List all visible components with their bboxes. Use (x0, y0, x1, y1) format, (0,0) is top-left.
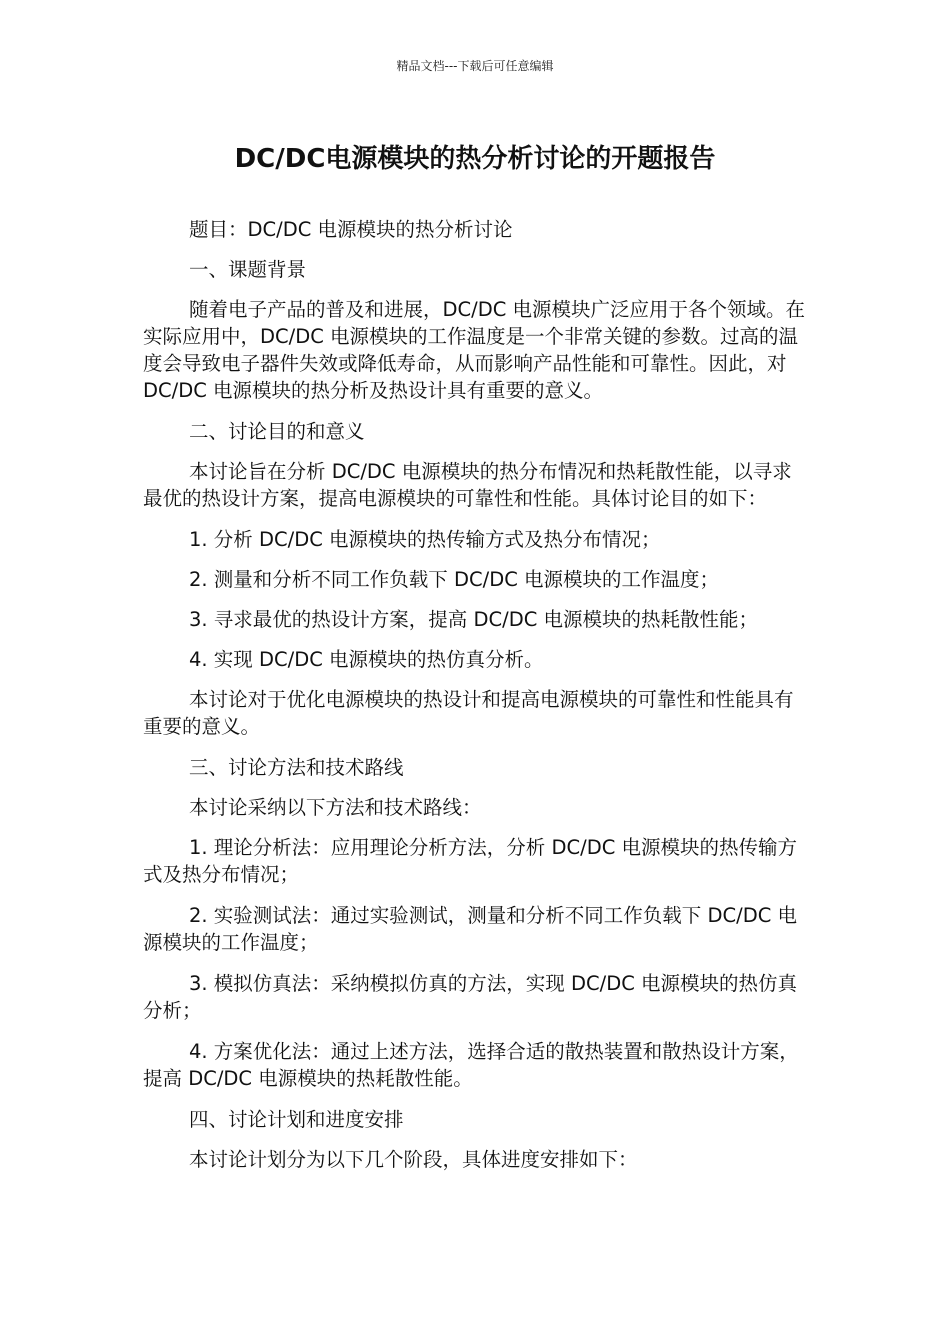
section-heading-purpose: 二、讨论目的和意义 (189, 420, 365, 443)
purpose-item-2: 2. 测量和分析不同工作负载下 DC/DC 电源模块的工作温度； (189, 568, 720, 591)
topic-line: 题目：DC/DC 电源模块的热分析讨论 (189, 218, 513, 241)
method-item-1: 1. 理论分析法：应用理论分析方法，分析 DC/DC 电源模块的热传输方式及热分布情况； (143, 836, 798, 886)
purpose-paragraph: 本讨论旨在分析 DC/DC 电源模块的热分布情况和热耗散性能，以寻求最优的热设计方案，提高电源模块的可靠性和性能。具体讨论目的如下： (143, 460, 792, 510)
method-item-3: 3. 模拟仿真法：采纳模拟仿真的方法，实现 DC/DC 电源模块的热仿真分析； (143, 972, 798, 1022)
background-paragraph: 随着电子产品的普及和进展，DC/DC 电源模块广泛应用于各个领域。在实际应用中，DC/DC 电源模块的工作温度是一个非常关键的参数。过高的温度会导致电子器件失效或降低寿命，从而影响产品性能和可靠性。因此，对 DC/DC 电源模块的热分析及热设计具有重要的意义。 (143, 298, 806, 402)
schedule-intro: 本讨论计划分为以下几个阶段，具体进度安排如下： (189, 1148, 638, 1171)
method-item-4: 4. 方案优化法：通过上述方法，选择合适的散热装置和散热设计方案，提高 DC/DC 电源模块的热耗散性能。 (143, 1040, 799, 1090)
significance-paragraph: 本讨论对于优化电源模块的热设计和提高电源模块的可靠性和性能具有重要的意义。 (143, 688, 794, 738)
section-heading-schedule: 四、讨论计划和进度安排 (189, 1108, 404, 1131)
purpose-item-3: 3. 寻求最优的热设计方案，提高 DC/DC 电源模块的热耗散性能； (189, 608, 759, 631)
header-note: 精品文档---下载后可任意编辑 (396, 59, 554, 73)
method-item-2: 2. 实验测试法：通过实验测试，测量和分析不同工作负载下 DC/DC 电源模块的工作温度； (143, 904, 798, 954)
purpose-item-4: 4. 实现 DC/DC 电源模块的热仿真分析。 (189, 648, 544, 671)
purpose-item-1: 1. 分析 DC/DC 电源模块的热传输方式及热分布情况； (189, 528, 661, 551)
document-body (143, 216, 811, 1186)
section-heading-methods: 三、讨论方法和技术路线 (189, 756, 404, 779)
section-heading-background: 一、课题背景 (189, 258, 307, 281)
methods-intro: 本讨论采纳以下方法和技术路线： (189, 796, 482, 819)
document-title: DC/DC电源模块的热分析讨论的开题报告 (234, 144, 716, 174)
